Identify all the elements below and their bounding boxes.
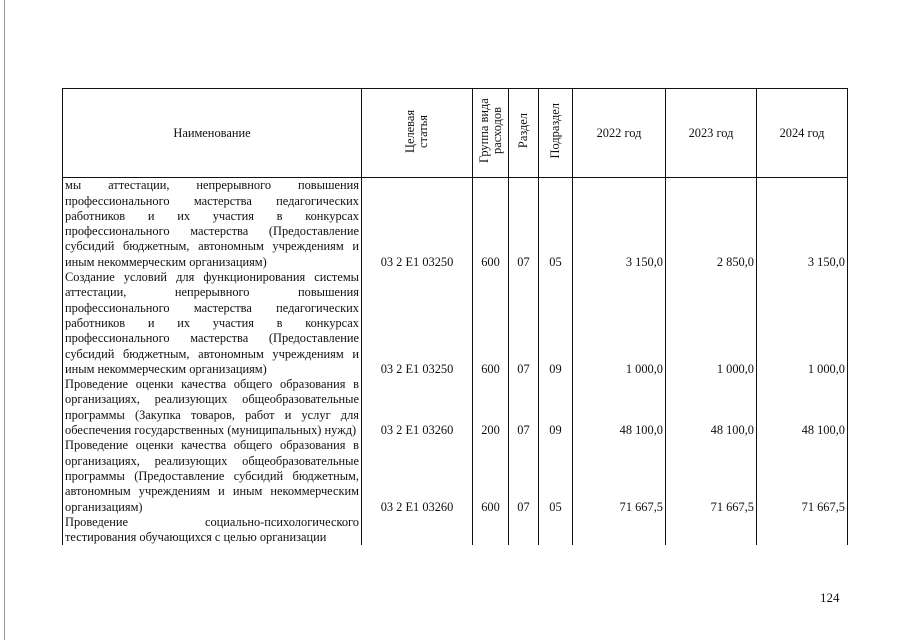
row-section: [509, 515, 539, 546]
header-code: [362, 89, 473, 178]
scan-edge-line: [4, 0, 5, 640]
row-group: 600: [473, 270, 509, 377]
row-code: 03 2 E1 03250: [362, 270, 473, 377]
table-row: [63, 178, 848, 270]
row-subsection: 05: [539, 438, 573, 514]
row-2023: [666, 515, 757, 546]
row-2023: 2 850,0: [666, 178, 757, 270]
row-group: 200: [473, 377, 509, 438]
row-2022: 48 100,0: [573, 377, 666, 438]
row-subsection: [539, 515, 573, 546]
row-2024: 71 667,5: [757, 438, 848, 514]
table-row: [63, 377, 848, 438]
table-row: [63, 438, 848, 514]
row-section: 07: [509, 377, 539, 438]
row-name: Создание условий для функционирования системы аттестации, непрерывного повышения профессионального мастерства педагогических работников и их участия в конкурсах профессионального мастерства (Предоставление субсидий бюджетным, автономным учреждениям и иным некоммерческим организациям): [63, 270, 362, 377]
row-2023: 71 667,5: [666, 438, 757, 514]
row-2023: 48 100,0: [666, 377, 757, 438]
row-section: 07: [509, 438, 539, 514]
row-group: 600: [473, 178, 509, 270]
page-number: 124: [820, 590, 840, 605]
header-2023: 2023 год: [666, 89, 757, 178]
row-code: 03 2 E1 03260: [362, 438, 473, 514]
row-2024: 1 000,0: [757, 270, 848, 377]
budget-table: [62, 88, 848, 545]
row-2024: 3 150,0: [757, 178, 848, 270]
row-section: 07: [509, 270, 539, 377]
row-code: 03 2 E1 03250: [362, 178, 473, 270]
row-2023: 1 000,0: [666, 270, 757, 377]
row-2022: 3 150,0: [573, 178, 666, 270]
row-2024: [757, 515, 848, 546]
row-2024: 48 100,0: [757, 377, 848, 438]
table-row: [63, 270, 848, 377]
header-group: [473, 89, 509, 178]
row-2022: 1 000,0: [573, 270, 666, 377]
row-code: [362, 515, 473, 546]
header-code-label: Целевая статья: [403, 109, 430, 153]
row-subsection: 05: [539, 178, 573, 270]
table-row: [63, 515, 848, 546]
row-name: Проведение оценки качества общего образования в организациях, реализующих общеобразовательные программы (Предоставление субсидий бюджетным, автономным учреждениям и иным некоммерческим организациям): [63, 438, 362, 514]
header-subsection-label: Подраздел: [548, 103, 562, 159]
row-subsection: 09: [539, 377, 573, 438]
row-2022: 71 667,5: [573, 438, 666, 514]
row-name: Проведение социально-психологического тестирования обучающихся с целью организации: [63, 515, 362, 546]
row-name: мы аттестации, непрерывного повышения профессионального мастерства педагогических работников и их участия в конкурсах профессионального мастерства (Предоставление субсидий бюджетным, автономным учреждениям и иным некоммерческим организациям): [63, 178, 362, 270]
header-section-label: Раздел: [516, 113, 530, 149]
header-name: Наименование: [63, 89, 362, 178]
header-section: [509, 89, 539, 178]
header-subsection: [539, 89, 573, 178]
row-subsection: 09: [539, 270, 573, 377]
header-group-label: Группа вида расходов: [476, 98, 504, 164]
header-row: [63, 89, 848, 178]
header-2022: 2022 год: [573, 89, 666, 178]
row-section: 07: [509, 178, 539, 270]
row-2022: [573, 515, 666, 546]
row-name: Проведение оценки качества общего образования в организациях, реализующих общеобразовательные программы (Закупка товаров, работ и услуг для обеспечения государственных (муниципальных) нужд): [63, 377, 362, 438]
row-group: [473, 515, 509, 546]
header-2024: 2024 год: [757, 89, 848, 178]
row-code: 03 2 E1 03260: [362, 377, 473, 438]
row-group: 600: [473, 438, 509, 514]
